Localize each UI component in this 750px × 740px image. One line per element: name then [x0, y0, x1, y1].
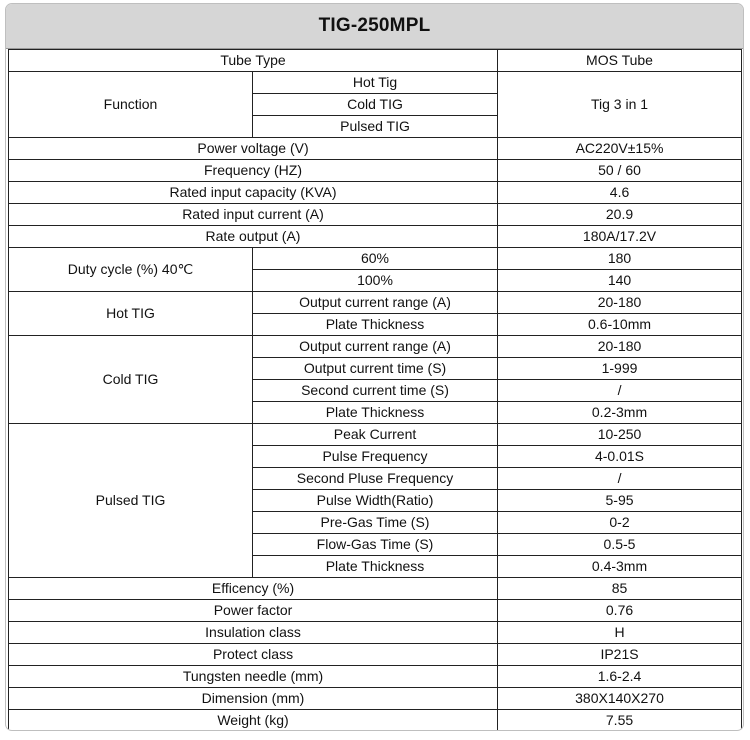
- spec-label: Rated input current (A): [9, 204, 498, 226]
- spec-label: Tungsten needle (mm): [9, 666, 498, 688]
- spec-value: 0.6-10mm: [498, 314, 742, 336]
- table-row: [9, 160, 742, 182]
- spec-sublabel: Flow-Gas Time (S): [253, 534, 498, 556]
- function-mode: Cold TIG: [253, 94, 498, 116]
- product-title: TIG-250MPL: [6, 4, 743, 49]
- function-value: Tig 3 in 1: [498, 72, 742, 138]
- spec-sublabel: Peak Current: [253, 424, 498, 446]
- spec-sublabel: Plate Thickness: [253, 314, 498, 336]
- group-label: Hot TIG: [9, 292, 253, 336]
- spec-sublabel: Pulse Frequency: [253, 446, 498, 468]
- table-row: [9, 666, 742, 688]
- spec-sublabel: Output current range (A): [253, 292, 498, 314]
- table-row: [9, 138, 742, 160]
- spec-sublabel: Pulse Width(Ratio): [253, 490, 498, 512]
- tube-type-label: Tube Type: [9, 50, 498, 72]
- group-label: Pulsed TIG: [9, 424, 253, 578]
- spec-value: 140: [498, 270, 742, 292]
- spec-sheet: [5, 3, 744, 731]
- spec-sublabel: Output current time (S): [253, 358, 498, 380]
- spec-sublabel: 60%: [253, 248, 498, 270]
- spec-sublabel: Plate Thickness: [253, 556, 498, 578]
- spec-value: 0.76: [498, 600, 742, 622]
- table-row: [9, 600, 742, 622]
- spec-value: 85: [498, 578, 742, 600]
- spec-label: Efficency (%): [9, 578, 498, 600]
- spec-value: 20.9: [498, 204, 742, 226]
- spec-sublabel: Second current time (S): [253, 380, 498, 402]
- spec-value: 0.4-3mm: [498, 556, 742, 578]
- spec-label: Protect class: [9, 644, 498, 666]
- group-label: Duty cycle (%) 40℃: [9, 248, 253, 292]
- spec-value: 0.5-5: [498, 534, 742, 556]
- tube-type-value: MOS Tube: [498, 50, 742, 72]
- spec-sublabel: Pre-Gas Time (S): [253, 512, 498, 534]
- table-row: [9, 204, 742, 226]
- table-row: [9, 622, 742, 644]
- table-row: [9, 50, 742, 72]
- spec-sublabel: Output current range (A): [253, 336, 498, 358]
- spec-value: 380X140X270: [498, 688, 742, 710]
- spec-label: Power factor: [9, 600, 498, 622]
- spec-label: Insulation class: [9, 622, 498, 644]
- function-label: Function: [9, 72, 253, 138]
- table-row: [9, 710, 742, 732]
- spec-label: Frequency (HZ): [9, 160, 498, 182]
- spec-table-body: [9, 50, 742, 732]
- spec-value: 50 / 60: [498, 160, 742, 182]
- table-row: [9, 424, 742, 446]
- table-row: [9, 182, 742, 204]
- table-row: [9, 292, 742, 314]
- spec-sublabel: 100%: [253, 270, 498, 292]
- table-row: [9, 644, 742, 666]
- spec-value: 5-95: [498, 490, 742, 512]
- spec-label: Rated input capacity (KVA): [9, 182, 498, 204]
- table-row: [9, 336, 742, 358]
- table-row: [9, 72, 742, 94]
- spec-value: AC220V±15%: [498, 138, 742, 160]
- spec-value: 1-999: [498, 358, 742, 380]
- spec-label: Power voltage (V): [9, 138, 498, 160]
- spec-value: 20-180: [498, 292, 742, 314]
- spec-table: [8, 49, 742, 731]
- table-row: [9, 226, 742, 248]
- spec-value: 4-0.01S: [498, 446, 742, 468]
- spec-value: 1.6-2.4: [498, 666, 742, 688]
- spec-value: IP21S: [498, 644, 742, 666]
- table-row: [9, 688, 742, 710]
- function-mode: Pulsed TIG: [253, 116, 498, 138]
- spec-sublabel: Plate Thickness: [253, 402, 498, 424]
- spec-value: 20-180: [498, 336, 742, 358]
- spec-value: 10-250: [498, 424, 742, 446]
- spec-value: /: [498, 380, 742, 402]
- spec-value: H: [498, 622, 742, 644]
- spec-value: 180: [498, 248, 742, 270]
- spec-sublabel: Second Pluse Frequency: [253, 468, 498, 490]
- spec-value: 0.2-3mm: [498, 402, 742, 424]
- spec-value: 4.6: [498, 182, 742, 204]
- table-row: [9, 578, 742, 600]
- spec-label: Dimension (mm): [9, 688, 498, 710]
- function-mode: Hot Tig: [253, 72, 498, 94]
- spec-label: Weight (kg): [9, 710, 498, 732]
- spec-value: 0-2: [498, 512, 742, 534]
- spec-label: Rate output (A): [9, 226, 498, 248]
- group-label: Cold TIG: [9, 336, 253, 424]
- table-row: [9, 248, 742, 270]
- spec-value: 180A/17.2V: [498, 226, 742, 248]
- spec-value: /: [498, 468, 742, 490]
- spec-value: 7.55: [498, 710, 742, 732]
